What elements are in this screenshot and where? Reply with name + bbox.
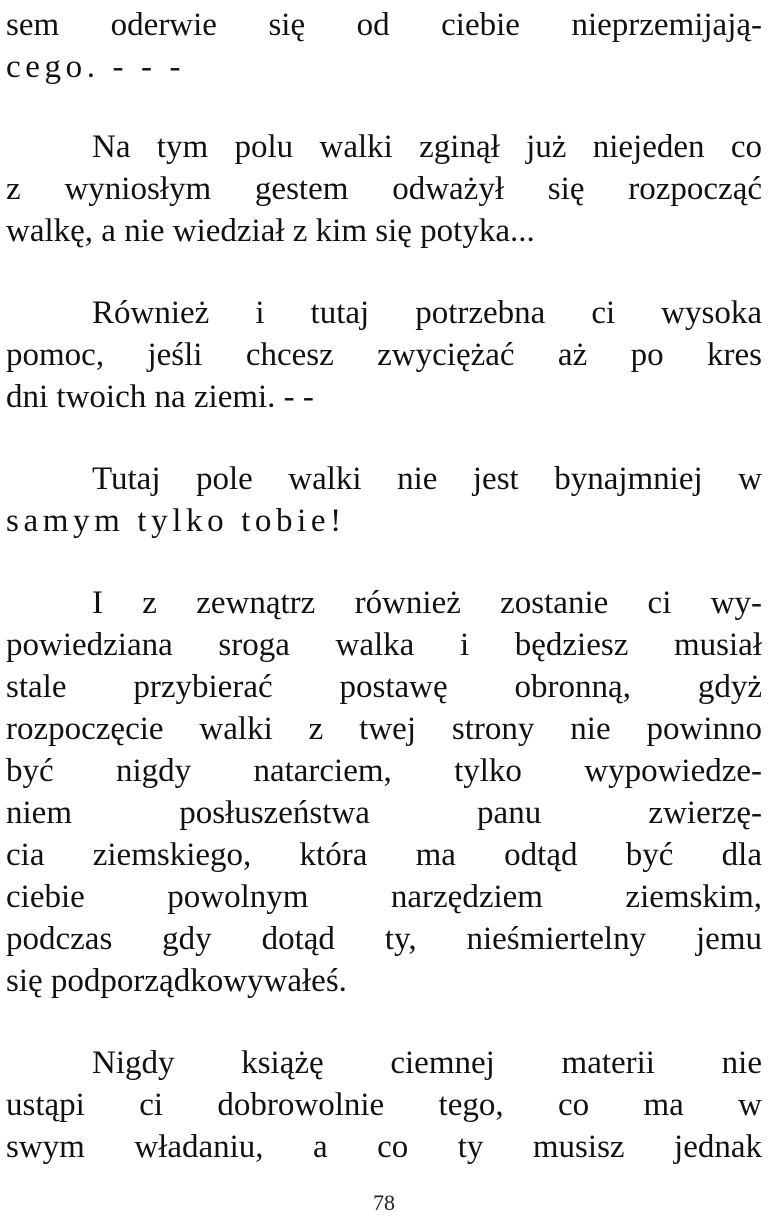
text-line: swym władaniu, a co ty musisz jednak — [6, 1129, 762, 1165]
page-number: 78 — [373, 1190, 395, 1215]
text-line: samym tylko tobie! — [6, 503, 346, 539]
text-line: ustąpi ci dobrowolnie tego, co ma w — [6, 1087, 762, 1123]
text-line: walkę, a nie wiedział z kim się potyka... — [6, 213, 535, 249]
text-line: się podporządkowywałeś. — [6, 963, 347, 999]
text-line: sem oderwie się od ciebie nieprzemijają- — [6, 7, 762, 43]
text-line: powiedziana sroga walka i będziesz musiał — [6, 627, 762, 663]
text-line: rozpoczęcie walki z twej strony nie powinno — [6, 711, 762, 747]
text-line: Nigdy książę ciemnej materii nie — [92, 1045, 762, 1081]
text-line: podczas gdy dotąd ty, nieśmiertelny jemu — [6, 921, 762, 957]
text-line: stale przybierać postawę obronną, gdyż — [6, 669, 762, 705]
text-line: niem posłuszeństwa panu zwierzę- — [6, 795, 762, 831]
text-line: I z zewnątrz również zostanie ci wy- — [92, 585, 762, 621]
text-line: cego. - - - — [6, 49, 186, 85]
text-line: Tutaj pole walki nie jest bynajmniej w — [92, 461, 762, 497]
text-line: być nigdy natarciem, tylko wypowiedze- — [6, 753, 762, 789]
text-line: ciebie powolnym narzędziem ziemskim, — [6, 879, 762, 915]
text-line: cia ziemskiego, która ma odtąd być dla — [6, 837, 762, 873]
text-line: Również i tutaj potrzebna ci wysoka — [92, 295, 762, 331]
text-line: dni twoich na ziemi. - - — [6, 379, 314, 415]
text-line: pomoc, jeśli chcesz zwyciężać aż po kres — [6, 337, 762, 373]
text-line: z wyniosłym gestem odważył się rozpocząć — [6, 171, 762, 207]
text-line: Na tym polu walki zginął już niejeden co — [92, 129, 762, 165]
